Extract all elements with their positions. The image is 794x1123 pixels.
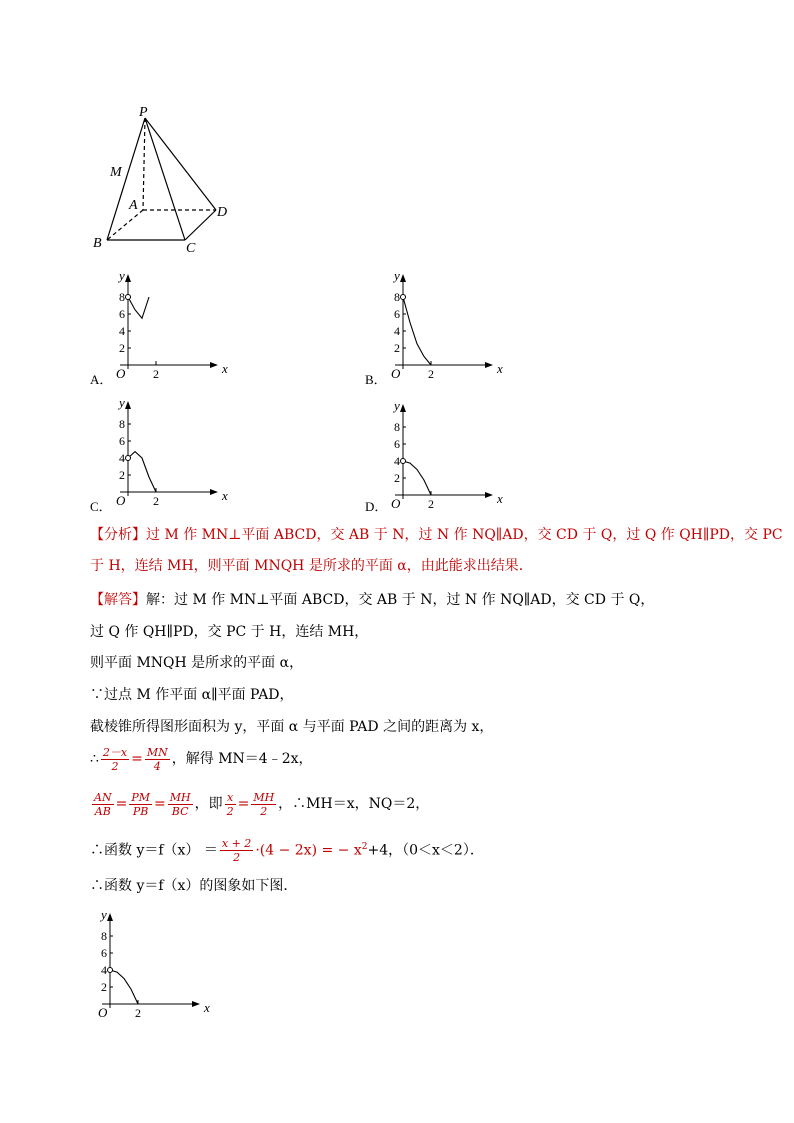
x-tick-label: 2 (153, 367, 159, 381)
label-P: P (139, 105, 148, 120)
y-axis-label: y (394, 268, 400, 283)
solution-line-8 (90, 833, 484, 865)
solution-line-9: ∴函数 y＝f（x）的图象如下图． (90, 878, 298, 894)
hollow-point (108, 968, 113, 973)
fraction-num: MN (146, 745, 168, 759)
fraction-2-minus-x-over-2 (101, 746, 129, 773)
fraction-num: x (225, 791, 236, 805)
y-axis-arrow (107, 913, 113, 921)
analysis-line-1 (90, 525, 783, 545)
y-tick-label: 6 (394, 437, 400, 451)
solution-line-6 (90, 745, 313, 773)
y-tick-label: 4 (394, 324, 400, 338)
equals-sign: = (237, 796, 250, 812)
fraction-x-over-2 (225, 791, 236, 818)
fraction-den: BC (171, 804, 189, 818)
solution-line-8-suffix: +4，（0＜x＜2）． (367, 842, 484, 859)
y-tick-label: 6 (394, 307, 400, 321)
option-c-label: C． (90, 499, 112, 514)
origin-label: O (98, 1005, 108, 1020)
function-curve (110, 970, 138, 1004)
option-a-label: A． (90, 372, 113, 387)
x-tick-label: 2 (428, 367, 434, 381)
fraction-den: AB (94, 804, 111, 818)
fraction-mn-over-4 (145, 746, 170, 773)
fraction-x-plus-2-over-2 (220, 837, 253, 864)
solution-line-4: ∵过点 M 作平面 α∥平面 PAD， (90, 687, 294, 703)
solution-line-7 (90, 790, 429, 818)
label-M: M (110, 165, 122, 180)
fraction-den: 2 (226, 804, 234, 818)
y-tick-label: 6 (119, 434, 125, 448)
solution-line-5: 截棱锥所得图形面积为 y，平面 α 与平面 PAD 之间的距离为 x， (90, 719, 494, 735)
solution-line-1 (90, 590, 654, 610)
y-tick-label: 2 (394, 341, 400, 355)
y-axis-label: y (119, 268, 125, 283)
fraction-num: PM (131, 790, 150, 804)
x-tick-label: 2 (153, 494, 159, 508)
fraction-pm-over-pb (129, 791, 152, 818)
fraction-den: 2 (111, 759, 119, 773)
solution-line-3: 则平面 MNQH 是所求的平面 α， (90, 655, 304, 671)
analysis-tag: 【分析】 (90, 527, 146, 543)
y-tick-label: 8 (101, 929, 107, 943)
analysis-line-2: 于 H，连结 MH，则平面 MNQH 是所求的平面 α，由此能求出结果． (90, 558, 533, 574)
fraction-num: x + 2 (221, 837, 252, 851)
x-axis-label: x (222, 361, 228, 376)
y-tick-label: 2 (101, 980, 107, 994)
x-axis-label: x (497, 491, 503, 506)
solution-line-7-suffix: ，∴MH＝x，NQ＝2， (278, 796, 430, 812)
y-tick-label: 6 (119, 307, 125, 321)
label-D: D (217, 205, 228, 220)
solution-line-8-prefix: ∴函数 y＝f（x） ＝ (90, 842, 218, 859)
solution-line-2: 过 Q 作 QH∥PD，交 PC 于 H，连结 MH， (90, 624, 369, 640)
y-tick-label: 8 (394, 290, 400, 304)
fraction-num: AN (94, 790, 112, 804)
origin-label: O (116, 493, 126, 508)
option-d-label: D． (365, 499, 388, 514)
origin-label: O (391, 496, 401, 511)
origin-label: O (116, 366, 126, 381)
fraction-den: 2 (233, 851, 241, 865)
solution-line-6-suffix: ，解得 MN＝4﹣2x， (171, 751, 313, 767)
fraction-den: 2 (260, 804, 268, 818)
y-tick-label: 2 (119, 341, 125, 355)
fraction-num: MH (169, 790, 191, 804)
fraction-den: 4 (153, 759, 161, 773)
fraction-mh-over-2 (251, 791, 276, 818)
equals-sign: = (115, 796, 128, 812)
x-axis-label: x (222, 488, 228, 503)
fraction-den: PB (132, 804, 149, 818)
therefore-symbol: ∴ (90, 751, 99, 767)
solution-tag: 【解答】 (90, 592, 146, 608)
fraction-num: MH (253, 790, 275, 804)
y-axis-label: y (101, 907, 107, 922)
label-C: C (186, 241, 196, 256)
y-axis-label: y (119, 395, 125, 410)
x-tick-label: 2 (428, 497, 434, 511)
solution-line-7-mid: ，即 (194, 796, 223, 812)
y-tick-label: 4 (101, 963, 107, 977)
y-tick-label: 8 (394, 420, 400, 434)
y-tick-label: 8 (119, 290, 125, 304)
y-tick-label: 4 (394, 454, 400, 468)
option-b-label: B． (365, 372, 387, 387)
exponent: 2 (361, 842, 368, 852)
x-tick-label: 2 (135, 1006, 141, 1020)
fraction-an-over-ab (92, 791, 114, 818)
fraction-mh-over-bc (168, 791, 193, 818)
solution-line-8-expr: ·(4 − 2x) = − x (255, 842, 362, 859)
y-tick-label: 2 (394, 471, 400, 485)
y-tick-label: 6 (101, 946, 107, 960)
y-tick-label: 4 (119, 324, 125, 338)
x-axis-label: x (204, 1000, 210, 1015)
equals-sign: = (153, 796, 166, 812)
y-tick-label: 8 (119, 417, 125, 431)
equals-sign: = (131, 751, 143, 767)
solution-text-1: 解：过 M 作 MN⊥平面 ABCD，交 AB 于 N，过 N 作 NQ∥AD，交 CD 于 Q， (146, 592, 655, 608)
label-A: A (129, 198, 138, 213)
y-axis-label: y (394, 398, 400, 413)
x-axis-label: x (497, 361, 503, 376)
analysis-text-1: 过 M 作 MN⊥平面 ABCD，交 AB 于 N，过 N 作 NQ∥AD，交 CD 于 Q，过 Q 作 QH∥PD，交 PC (146, 527, 783, 543)
label-B: B (93, 236, 102, 251)
origin-label: O (391, 366, 401, 381)
y-tick-label: 4 (119, 451, 125, 465)
fraction-num: 2－x (102, 745, 128, 759)
x-axis-arrow (192, 1001, 200, 1007)
y-tick-label: 2 (119, 468, 125, 482)
